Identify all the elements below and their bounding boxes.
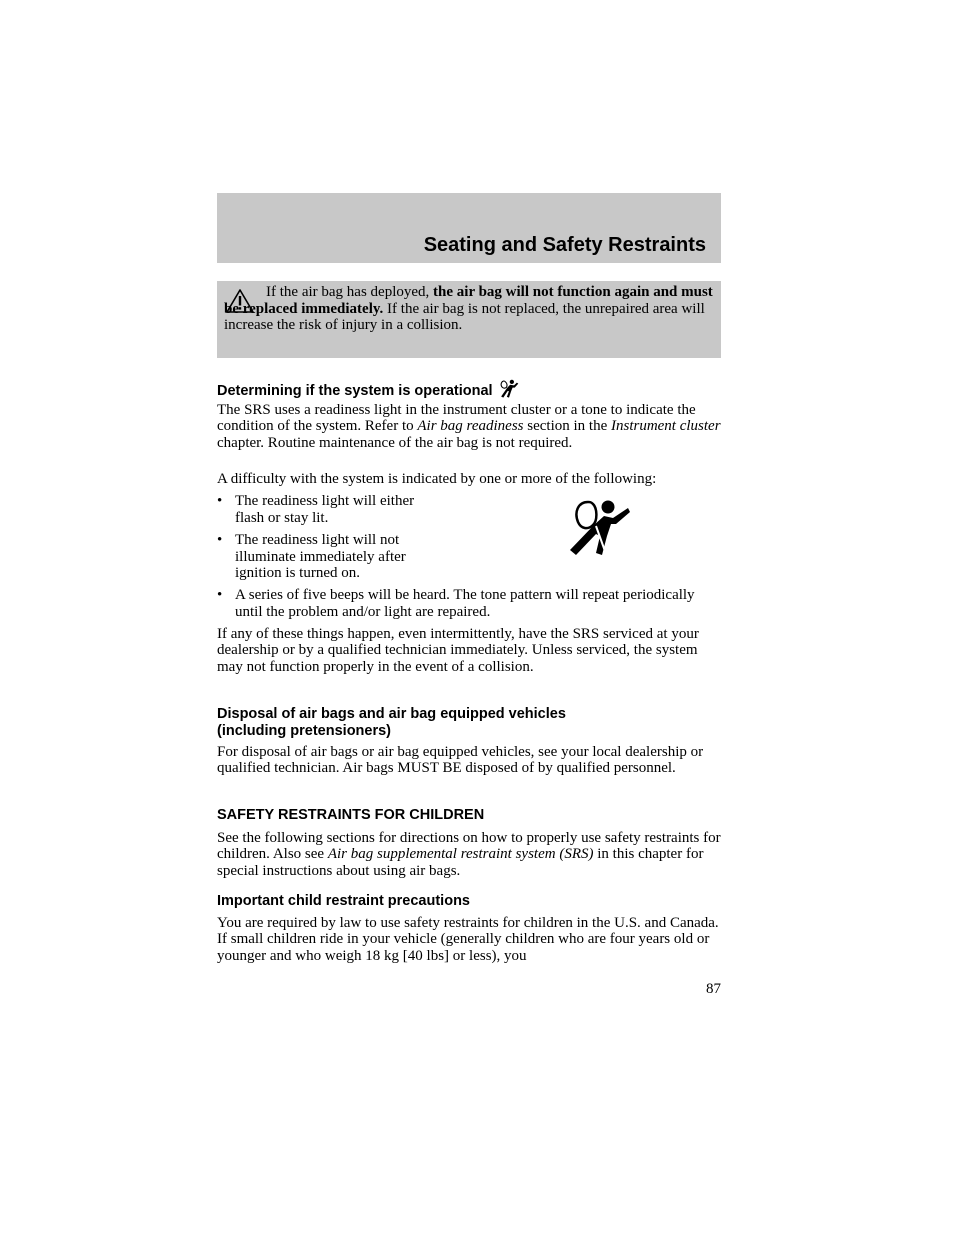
disposal-heading	[217, 706, 723, 739]
children-para: See the following sections for directions on how to properly use safety restraints for children. Also see Air bag supplemental restraint system (SRS) in this chapter for special instructions about using air bags.	[217, 830, 721, 879]
page-number: 87	[706, 981, 721, 997]
airbag-readiness-icon	[566, 498, 632, 558]
disposal-heading-line2: (including pretensioners)	[217, 722, 392, 739]
operational-heading-row	[217, 379, 723, 400]
precautions-para: You are required by law to use safety restraints for children in the U.S. and Canada. If small children ride in your vehicle (generally children who are four years old or younger and who weigh 18 kg [40 lbs] or less), you	[217, 915, 719, 964]
chapter-header	[217, 193, 721, 263]
operational-para-3: If any of these things happen, even intermittently, have the SRS serviced at your dealership or by a qualified technician immediately. Unless serviced, the system may not function properly in the event of a collision.	[217, 626, 699, 675]
warning-box	[217, 281, 721, 358]
chapter-title: Seating and Safety Restraints	[423, 234, 706, 256]
airbag-icon-small	[497, 379, 521, 399]
children-heading: SAFETY RESTRAINTS FOR CHILDREN	[217, 807, 485, 823]
warning-text: If the air bag has deployed, the air bag will not function again and must be replaced immediately. If the air bag is not replaced, the unrepaired area will increase the risk of injury in a collision.	[224, 284, 713, 333]
operational-para-2: A difficulty with the system is indicated by one or more of the following:	[217, 471, 657, 487]
operational-para-1: The SRS uses a readiness light in the instrument cluster or a tone to indicate the condition of the system. Refer to Air bag readiness section in the Instrument cluster chapter. Routine maintenance of the air bag is not required.	[217, 402, 721, 451]
disposal-para: For disposal of air bags or air bag equipped vehicles, see your local dealership or qualified technician. Air bags MUST BE disposed of by qualified personnel.	[217, 744, 704, 777]
disposal-heading-line1: Disposal of air bags and air bag equipped vehicles	[217, 706, 566, 722]
section-heading-operational: Determining if the system is operational	[217, 383, 493, 399]
precautions-heading: Important child restraint precautions	[217, 893, 470, 909]
